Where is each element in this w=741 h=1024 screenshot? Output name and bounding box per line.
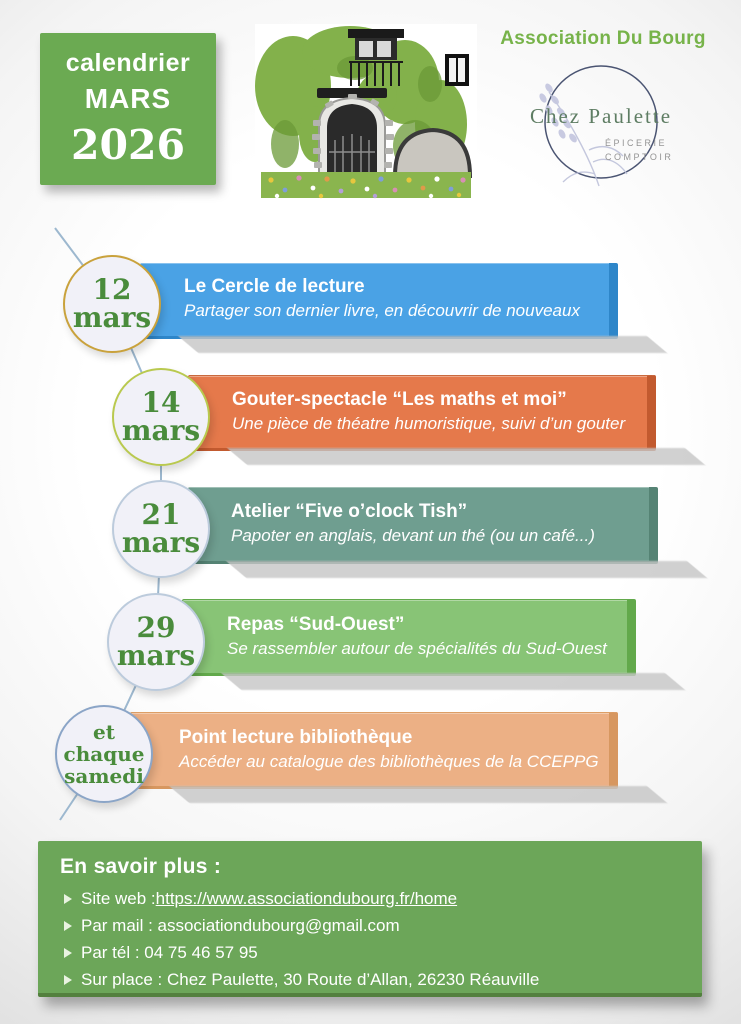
event-title: Atelier “Five o’clock Tish” <box>231 501 468 522</box>
event-subtitle: Partager son dernier livre, en découvrir de nouveaux <box>184 300 580 320</box>
event-date-line: et <box>93 720 115 744</box>
phone-text: Par tél : 04 75 46 57 95 <box>81 943 258 962</box>
event-bar <box>188 375 656 451</box>
stone-house-icon <box>255 24 477 202</box>
address-text: Sur place : Chez Paulette, 30 Route d’Allan, 26230 Réauville <box>81 970 540 989</box>
event-subtitle: Se rassembler autour de spécialités du Sud-Ouest <box>227 638 607 658</box>
calendar-year: 2026 <box>70 121 186 169</box>
footer-item-address <box>60 970 680 990</box>
house-illustration <box>255 24 477 202</box>
calendar-month: MARS <box>84 83 172 114</box>
website-label: Site web : <box>81 889 156 908</box>
event-subtitle: Papoter en anglais, devant un thé (ou un café...) <box>231 525 595 545</box>
website-link[interactable]: https://www.associationdubourg.fr/home <box>155 889 458 908</box>
logo-name: Chez Paulette <box>529 104 673 128</box>
event-bar <box>182 599 636 676</box>
event-date-day: 12 <box>92 273 132 306</box>
event-date-day: 29 <box>136 611 176 644</box>
event-title: Gouter-spectacle “Les maths et moi” <box>232 389 567 410</box>
footer-heading: En savoir plus : <box>60 855 222 878</box>
event-date-month: mars <box>121 526 201 559</box>
event-title: Le Cercle de lecture <box>184 276 365 297</box>
calendar-word: calendrier <box>65 49 191 77</box>
event-bar <box>188 487 658 564</box>
association-name: Association Du Bourg <box>500 28 706 49</box>
event-title: Repas “Sud-Ouest” <box>227 614 405 635</box>
chez-paulette-logo <box>505 58 697 192</box>
footer-item-phone <box>60 943 680 963</box>
arrowhead-bullet-icon <box>64 975 72 985</box>
event-subtitle: Accéder au catalogue des bibliothèques de la CCEPPG <box>179 751 599 771</box>
arrowhead-bullet-icon <box>64 921 72 931</box>
event-date-circle <box>63 255 161 353</box>
arrowhead-bullet-icon <box>64 948 72 958</box>
event-date-month: mars <box>121 414 201 447</box>
event-title: Point lecture bibliothèque <box>179 727 413 748</box>
event-subtitle: Une pièce de théatre humoristique, suivi d’un gouter <box>232 413 626 433</box>
calendar-title-box <box>40 33 216 185</box>
event-bar <box>140 263 618 339</box>
event-date-day: 21 <box>141 498 181 531</box>
contact-info-box <box>38 841 702 997</box>
event-date-line: samedi <box>64 764 144 788</box>
logo-subtitle-epicerie: ÉPICERIE <box>605 138 668 148</box>
email-text: Par mail : associationdubourg@gmail.com <box>81 916 400 935</box>
event-date-month: mars <box>116 639 196 672</box>
event-date-circle <box>112 368 210 466</box>
event-date-month: mars <box>72 301 152 334</box>
event-bar <box>130 712 618 789</box>
event-date-circle <box>107 593 205 691</box>
event-date-circle <box>55 705 153 803</box>
footer-item-email <box>60 916 680 936</box>
arrowhead-bullet-icon <box>64 894 72 904</box>
event-date-day: 14 <box>141 386 181 419</box>
event-date-line: chaque <box>63 742 145 766</box>
logo-subtitle-comptoir: COMPTOIR <box>605 152 674 162</box>
footer-item-website <box>60 889 680 909</box>
event-date-circle <box>112 480 210 578</box>
